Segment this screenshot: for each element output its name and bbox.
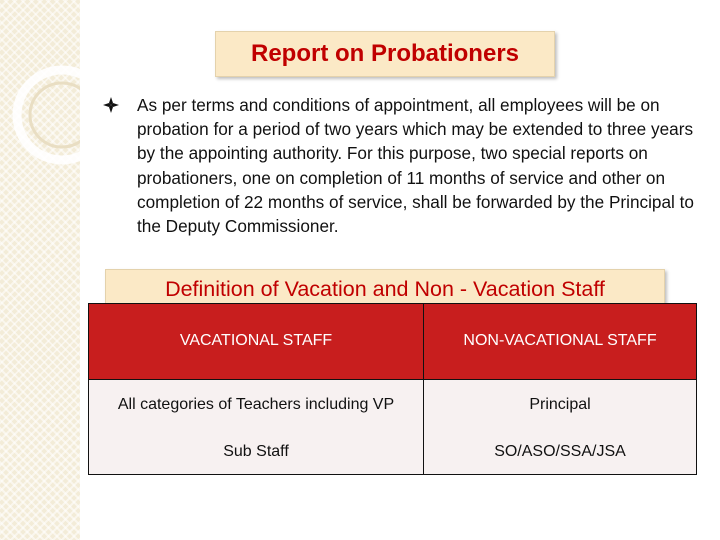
table-row (89, 430, 697, 475)
probation-paragraph: As per terms and conditions of appointment, all employees will be on probation for a period of two years which may be extended to three years by the appointing authority. For this purpose, two special reports on probationers, one on completion of 11 months of service and other on completion of 22 months of service, shall be forwarded by the Principal to the Deputy Commissioner. (137, 95, 694, 237)
table-header-row (89, 304, 697, 380)
slide-title-text: Report on Probationers (250, 40, 520, 67)
header-vacational-staff: VACATIONAL STAFF (89, 304, 424, 380)
diamond-bullet-icon (103, 97, 119, 113)
definition-heading-text: Definition of Vacation and Non - Vacation Staff (165, 277, 605, 301)
slide-title (215, 31, 555, 77)
table-row (89, 380, 697, 431)
header-non-vacational-staff: NON-VACATIONAL STAFF (424, 304, 697, 380)
table-cell: Sub Staff (89, 430, 424, 475)
staff-table (88, 303, 697, 475)
table-cell: All categories of Teachers including VP (89, 380, 424, 431)
decorative-circle-inner (30, 83, 80, 147)
decorative-circles (0, 40, 80, 240)
table-cell: SO/ASO/SSA/JSA (424, 430, 697, 475)
table-cell: Principal (424, 380, 697, 431)
